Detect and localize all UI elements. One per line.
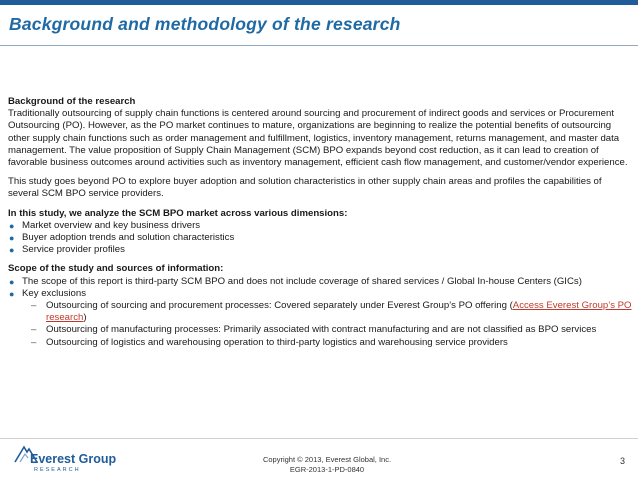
background-paragraph-1: Traditionally outsourcing of supply chain functions is centered around sourcing and procurement of indirect goods and services or Procurement Outsourcing (PO). However, as the PO market continues to mature, organizations are beginning to realize the potential benefits of outsourcing other supply chain functions such as order management and fulfillment, logistics, inventory management, returns management, and master data management. The value proposition of Supply Chain Management (SCM) BPO expands beyond cost reduction, as it can lead to creation of favorable business outcomes around activities such as inventory management, efficient cash flow management, and customer/vendor experience. [8, 108, 628, 169]
exclusion-item [8, 300, 632, 324]
page-title: Background and methodology of the research [9, 14, 401, 34]
body-content [8, 96, 632, 356]
list-item [8, 288, 632, 349]
exclusion-text-suffix: ) [83, 312, 87, 324]
exclusion-item [8, 324, 632, 336]
list-item [8, 220, 632, 232]
list-item [8, 276, 632, 288]
bullet-dot-icon: ● [9, 220, 15, 231]
po-research-link[interactable]: Access Everest Group’s PO research [46, 300, 632, 324]
page-number: 3 [619, 456, 625, 466]
copyright-text: Copyright © 2013, Everest Global, Inc. [262, 455, 392, 464]
everest-group-logo [12, 442, 122, 476]
dimensions-list [8, 220, 632, 257]
bullet-dot-icon: ● [9, 276, 15, 287]
list-item [8, 232, 632, 244]
title-divider [0, 45, 638, 46]
list-item-text: Buyer adoption trends and solution characteristics [22, 232, 235, 244]
scope-heading: Scope of the study and sources of information: [8, 263, 224, 275]
dash-icon: – [31, 336, 37, 348]
bullet-dot-icon: ● [9, 288, 15, 299]
bullet-dot-icon: ● [9, 245, 15, 256]
exclusion-text: Outsourcing of sourcing and procurement processes: Covered separately under Everest Group’s PO offering ( [46, 300, 513, 312]
background-paragraph-2: This study goes beyond PO to explore buyer adoption and solution characteristics in other supply chain areas and profiles the capabilities of several SCM BPO service providers. [8, 176, 602, 200]
scope-item-text: The scope of this report is third-party SCM BPO and does not include coverage of shared services / Global In-house Centers (GICs) [22, 275, 582, 287]
exclusion-item [8, 337, 632, 349]
list-item [8, 244, 632, 256]
dimensions-heading: In this study, we analyze the SCM BPO market across various dimensions: [8, 207, 348, 219]
logo-name: Everest Group [30, 452, 117, 466]
bullet-dot-icon: ● [9, 233, 15, 244]
dash-icon: – [31, 324, 37, 336]
footer-divider [0, 438, 638, 439]
exclusion-text: Outsourcing of logistics and warehousing operation to third-party logistics and warehousing service providers [46, 336, 508, 348]
dash-icon: – [31, 300, 37, 312]
exclusion-text: Outsourcing of manufacturing processes: Primarily associated with contract manufacturing and are not classified as BPO services [46, 324, 597, 336]
footer-info [227, 455, 427, 475]
background-heading: Background of the research [8, 96, 136, 107]
document-id: EGR-2013-1-PD-0840 [289, 465, 365, 474]
scope-list [8, 276, 632, 349]
list-item-text: Market overview and key business drivers [22, 219, 201, 231]
list-item-text: Service provider profiles [22, 244, 125, 256]
scope-item-text: Key exclusions [22, 287, 86, 299]
top-accent-bar [0, 0, 638, 5]
exclusions-list [8, 300, 632, 349]
logo-subtitle: RESEARCH [34, 467, 81, 473]
